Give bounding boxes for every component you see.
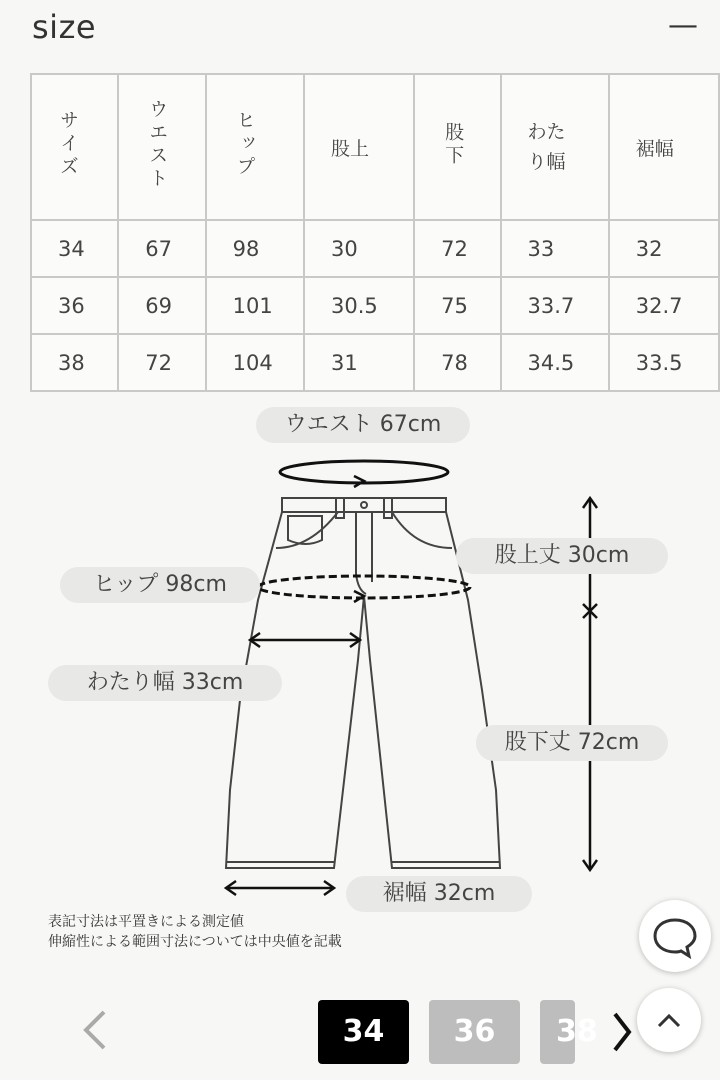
chevron-up-icon — [637, 988, 701, 1052]
hem-label: 裾幅 32cm — [346, 876, 532, 912]
header-cell-inseam: 股下 — [414, 74, 500, 220]
table-cell: 78 — [414, 334, 500, 391]
size-section-header — [0, 0, 720, 64]
note-line: 表記寸法は平置きによる測定値 — [48, 914, 244, 930]
table-cell: 30 — [304, 220, 414, 277]
section-title: size — [32, 8, 97, 46]
table-cell: 69 — [118, 277, 205, 334]
chat-bubble-icon — [639, 900, 711, 972]
header-cell-thigh: わたり幅 — [501, 74, 609, 220]
table-cell: 38 — [31, 334, 118, 391]
header-cell-hem: 裾幅 — [609, 74, 719, 220]
table-cell: 36 — [31, 277, 118, 334]
table-cell: 101 — [206, 277, 304, 334]
size-tab-38[interactable]: 38 — [540, 1000, 575, 1064]
scroll-to-top-button[interactable] — [637, 988, 701, 1052]
prev-arrow-icon[interactable] — [80, 1008, 110, 1056]
table-cell: 31 — [304, 334, 414, 391]
table-cell: 32.7 — [609, 277, 719, 334]
measurement-notes — [48, 912, 342, 952]
table-cell: 72 — [118, 334, 205, 391]
rise-label: 股上丈 30cm — [456, 538, 668, 574]
table-cell: 104 — [206, 334, 304, 391]
table-cell: 67 — [118, 220, 205, 277]
table-cell: 32 — [609, 220, 719, 277]
table-header-row — [31, 74, 719, 220]
table-cell: 33.5 — [609, 334, 719, 391]
table-row — [31, 277, 719, 334]
table-cell: 30.5 — [304, 277, 414, 334]
next-arrow-icon[interactable] — [610, 1010, 634, 1058]
note-line: 伸縮性による範囲寸法については中央値を記載 — [48, 934, 342, 950]
header-cell-hip: ヒップ — [206, 74, 304, 220]
chat-button[interactable] — [639, 900, 711, 972]
inseam-label: 股下丈 72cm — [476, 725, 668, 761]
table-cell: 75 — [414, 277, 500, 334]
waist-label: ウエスト 67cm — [256, 407, 470, 443]
header-cell-rise: 股上 — [304, 74, 414, 220]
header-cell-size: サイズ — [31, 74, 118, 220]
collapse-icon[interactable]: — — [668, 8, 698, 43]
table-cell: 33 — [501, 220, 609, 277]
header-cell-waist: ウエスト — [118, 74, 205, 220]
table-row — [31, 334, 719, 391]
pants-diagram — [0, 390, 720, 910]
size-tab-34[interactable]: 34 — [318, 1000, 409, 1064]
size-table — [30, 73, 720, 392]
thigh-label: わたり幅 33cm — [48, 665, 282, 701]
table-row — [31, 220, 719, 277]
table-cell: 72 — [414, 220, 500, 277]
table-cell: 98 — [206, 220, 304, 277]
size-tab-36[interactable]: 36 — [429, 1000, 520, 1064]
table-cell: 34.5 — [501, 334, 609, 391]
table-cell: 33.7 — [501, 277, 609, 334]
table-cell: 34 — [31, 220, 118, 277]
hip-label: ヒップ 98cm — [60, 567, 260, 603]
